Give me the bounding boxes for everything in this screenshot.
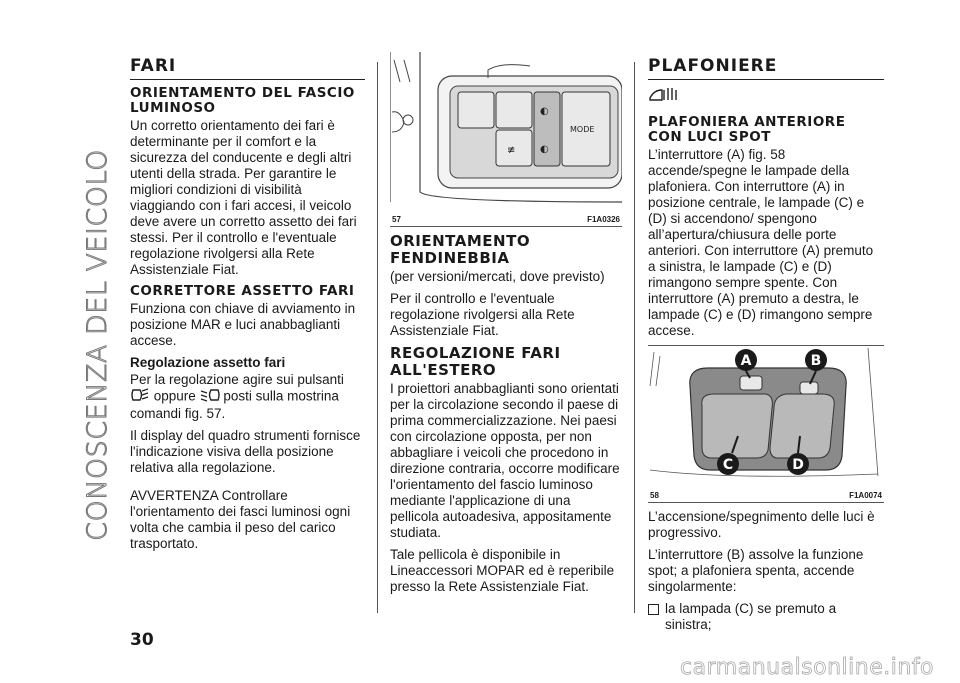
svg-text:≢: ≢ [507, 145, 516, 156]
figure-number: 58 [650, 491, 659, 500]
figure-58 [648, 345, 884, 503]
ceiling-light-icon [648, 86, 884, 109]
paragraph: Il display del quadro strumenti fornisce l'indicazione visiva della posizione relativa alla regolazione. [130, 428, 361, 475]
headlight-down-icon [200, 388, 220, 406]
list-item [648, 601, 884, 639]
bullet-square-icon [648, 604, 659, 615]
subheading-regolazione-assetto: Regolazione assetto fari [130, 355, 286, 370]
watermark: carmanualsonline.info [680, 655, 934, 680]
mode-label: MODE [570, 125, 595, 134]
column-3 [648, 52, 884, 639]
page-number: 30 [130, 630, 154, 650]
figure-code: F1A0326 [587, 215, 620, 224]
figure-number: 57 [392, 215, 401, 224]
paragraph: Un corretto orientamento dei fari è determinante per il comfort e la sicurezza del conducente e degli altri utenti della strada. Per garantire le migliori condizioni di visibilità viaggiando con i fari accesi, il veicolo deve avere un corretto assetto dei fari stessi. Per il controllo e l'eventuale regolazione rivolgersi alla Rete Assistenziale Fiat. [130, 118, 357, 277]
paragraph: L’interruttore (B) assolve la funzione spot; a plafoniera spenta, accende singolarmente: [648, 547, 864, 594]
label-b: B [810, 353, 822, 369]
heading-correttore-assetto: CORRETTORE ASSETTO FARI [130, 283, 355, 299]
chapter-title-plafoniere: PLAFONIERE [648, 56, 778, 76]
title-underline [648, 79, 884, 80]
figure-code: F1A0074 [849, 491, 882, 500]
heading-plafoniera-anteriore: PLAFONIERA ANTERIORE CON LUCI SPOT [648, 114, 846, 145]
label-c: C [722, 457, 734, 473]
paragraph: Tale pellicola è disponibile in Lineaccessori MOPAR ed è reperibile presso la Rete Assistenziale Fiat. [390, 547, 615, 594]
paragraph: L’interruttore (A) fig. 58 accende/spegne le lampade della plafoniera. Con interruttore (A) in posizione centrale, le lampade (C) e (D) si accendono/ spengono all’apertura/chiusura delle porte anteriori. Con interruttore (A) premuto a sinistra, le lampade (C) e (D) rimangono sempre spente. Con interruttore (A) premuto a destra, le lampade (C) e (D) rimangono sempre accese. [648, 147, 874, 338]
dashboard-switch-illustration [390, 52, 622, 210]
heading-orientamento-fascio: ORIENTAMENTO DEL FASCIO LUMINOSO [130, 85, 355, 116]
column-1 [130, 52, 365, 558]
paragraph: Funziona con chiave di avviamento in posizione MAR e luci anabbaglianti accese. [130, 301, 356, 348]
paragraph: I proiettori anabbaglianti sono orientati per la circolazione secondo il paese di prima commercializzazione. Nei paesi con circolazione opposta, per non abbagliare i veicoli che procedono in direzione contraria, occorre modificare l'orientamento del fascio luminoso mediante l'applicazione di una pellicola autoadesiva, appositamente studiata. [390, 381, 620, 540]
paragraph: Per il controllo e l'eventuale regolazione rivolgersi alla Rete Assistenziale Fiat. [390, 291, 575, 338]
list-item-text: la lampada (C) se premuto a sinistra; [665, 601, 837, 632]
paragraph: L’accensione/spegnimento delle luci è progressivo. [648, 509, 875, 540]
headlight-up-icon [130, 388, 150, 406]
column-divider [377, 62, 378, 613]
heading-orientamento-fendinebbia: ORIENTAMENTO FENDINEBBIA [390, 232, 531, 267]
heading-regolazione-estero: REGOLAZIONE FARI ALL'ESTERO [390, 344, 561, 379]
figure-caption [648, 491, 884, 502]
figure-57 [390, 52, 622, 227]
label-a: A [740, 353, 752, 369]
svg-text:◐: ◐ [540, 144, 549, 155]
paragraph: (per versioni/mercati, dove previsto) [390, 269, 605, 284]
column-divider [634, 62, 635, 613]
section-side-title: CONOSCENZA DEL VEICOLO [82, 149, 113, 541]
paragraph-buttons: Per la regolazione agire sui pulsanti oppure posti sulla mostrina comandi fig. 57. [130, 372, 344, 421]
label-d: D [792, 457, 804, 473]
title-underline [130, 79, 365, 80]
ceiling-lamp-illustration [648, 346, 884, 486]
figure-caption [390, 215, 622, 226]
warning-paragraph: AVVERTENZA Controllare l'orientamento dei fasci luminosi ogni volta che cambia il peso del carico trasportato. [130, 488, 351, 551]
chapter-title-fari: FARI [130, 56, 177, 76]
column-2 [390, 52, 622, 601]
svg-text:◐: ◐ [540, 106, 549, 117]
